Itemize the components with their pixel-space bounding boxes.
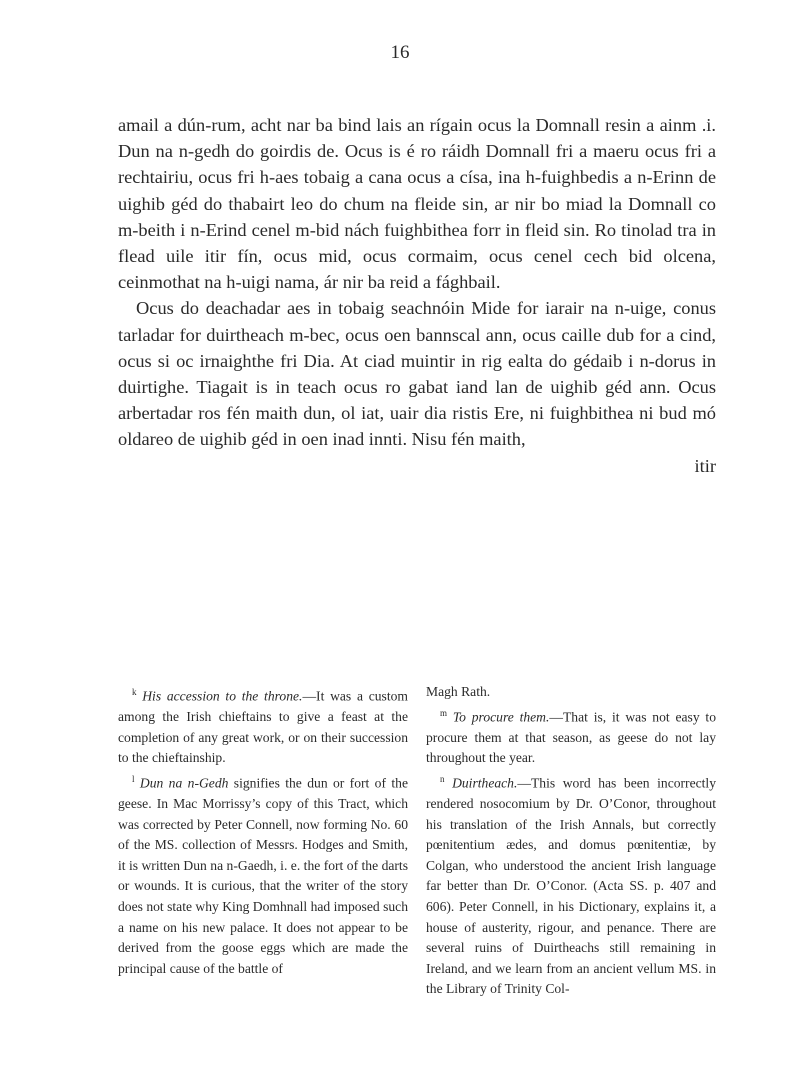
catchword: itir	[694, 455, 716, 476]
footnote-l	[118, 769, 408, 979]
footnote-marker: m	[440, 707, 448, 718]
footnote-k	[118, 682, 408, 769]
footnotes-right-column	[426, 682, 716, 1000]
page-number: 16	[390, 42, 410, 63]
footnote-lemma: His accession to the throne.	[142, 688, 303, 704]
paragraph-1: amail a dún-rum, acht nar ba bind lais an rígain ocus la Domnall resin a ainm .i. Dun na n-gedh do goirdis de. Ocus is é ro ráidh Domnall fri a maeru ocus fri a rechtairiu, ocus fri h-aes tobaig a cana ocus a císa, ina h-fuighbedis a n-Erinn de uighib géd do thabairt leo do chum na fleide sin, ar nir bo miad la Domnall co m-beith i n-Erind cenel m-bid nách fuighbithea forr in fleid sin. Ro tinolad tra in flead uile itir fín, ocus mid, ocus cormaim, ocus cenel cech bid olcena, ceinmothat na h-uigi nama, ár nir ba reid a fághbail.	[118, 115, 716, 293]
footnote-text: Magh Rath.	[426, 684, 491, 699]
footnotes	[118, 682, 716, 1000]
footnote-lemma: Duirtheach.	[452, 775, 518, 791]
footnote-marker: l	[132, 773, 135, 784]
footnote-lemma: To procure them.	[452, 709, 550, 725]
footnote-marker: k	[132, 687, 137, 697]
footnote-lemma: Dun na n-Gedh	[139, 775, 229, 791]
footnote-text: signifies the dun or fort of the geese. In Mac Morrissy’s copy of this Tract, which was corrected by Peter Connell, now forming No. 60 of the MS. collection of Messrs. Hodges and Smith, it is written Dun na n-Gaedh, i. e. the fort of the darts or wounds. It is curious, that the writer of the story does not state why King Domhnall had imposed such a name on his new palace. It does not appear to be derived from the goose eggs which are made the principal cause of the battle of	[118, 775, 408, 976]
footnote-m	[426, 703, 716, 769]
footnote-continuation	[426, 682, 716, 703]
footnote-n	[426, 769, 716, 1000]
footnote-text: —It was a custom among the Irish chieftains to give a feast at the completion of any great work, or on their succession to the chieftainship.	[118, 688, 408, 766]
footnote-text: —That is, it was not easy to procure them at that season, as geese do not lay throughout the year.	[426, 709, 716, 766]
footnote-marker: n	[440, 773, 445, 784]
main-text	[118, 112, 716, 479]
footnotes-left-column	[118, 682, 408, 1000]
footnote-text: —This word has been incorrectly rendered nosocomium by Dr. O’Conor, throughout his translation of the Irish Annals, but correctly pœnitentium ædes, and domus pœnitentiæ, by Colgan, who understood the ancient Irish language far better than Dr. O’Conor. (Acta SS. p. 407 and 606). Peter Connell, in his Dictionary, explains it, a house of austerity, rigour, and penance. There are several ruins of Duirtheachs still remaining in Ireland, and we learn from an ancient vellum MS. in the Library of Trinity Col-	[426, 775, 716, 997]
paragraph-2: Ocus do deachadar aes in tobaig seachnóin Mide for iarair na n-uige, conus tarladar for duirtheach m-bec, ocus oen bannscal ann, ocus caille dub for a cind, ocus si oc irnaighthe fri Dia. At ciad muintir in rig ealta do gédaib i n-dorus in duirtighe. Tiagait is in teach ocus ro gabat iand lan de uighib géd ann. Ocus arbertadar ros fén maith dun, ol iat, uair dia ristis Ere, ni fuighbithea ni bud mó oldareo de uighib géd in oen inad innti. Nisu fén maith,	[118, 298, 716, 450]
